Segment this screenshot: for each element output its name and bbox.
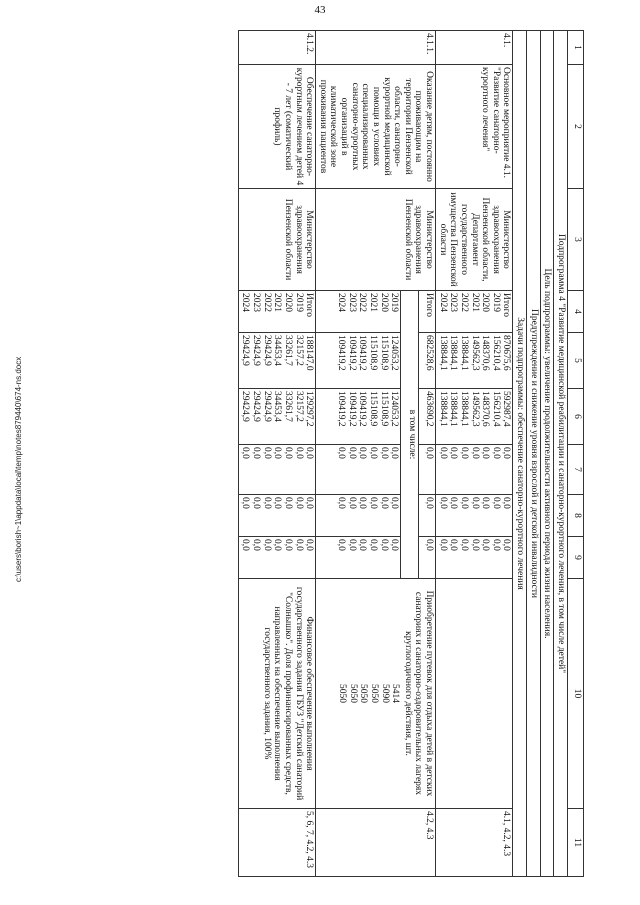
cell-value: 0,0 <box>389 447 400 459</box>
cell-value: 0,0 <box>368 447 379 459</box>
amount-municipal <box>238 495 315 537</box>
subprogram-title: Подпрограмма 4 "Развитие медицинской реабилитации и санаторно-курортного лечения, в том числе детей" <box>554 31 568 877</box>
cell-value: 2019 <box>389 293 400 312</box>
cell-value: 5090 <box>379 684 390 703</box>
cell-value: 109419,2 <box>346 391 357 427</box>
table-row <box>436 31 513 877</box>
cell-value: 0,0 <box>389 539 400 551</box>
cell-value: 156210,4 <box>490 391 501 427</box>
cell-value: 29424,9 <box>240 335 251 366</box>
measure-name: Оказание детям, постоянно проживающим на территории Пензенской области, санаторно-курортной медицинской помощи в условиях специализированных санаторно-курортных организаций в климатической зоне проживания пациентов <box>316 65 436 189</box>
cell-value: 138844,1 <box>448 391 459 427</box>
executor: Министерство здравоохранения Пензенской области <box>316 189 436 291</box>
amount-federal: 0,0 <box>418 445 435 495</box>
indicator-heading: Приобретение путевок для отдыха детей в детских санаториях и санаторно-оздоровительных лагерях круглогодичного действия, шт. <box>402 590 435 797</box>
cell-value: 33261,7 <box>283 335 293 366</box>
cell-value: 29424,9 <box>251 391 262 422</box>
cell-value: 0,0 <box>240 539 251 551</box>
cell-value: 138844,1 <box>437 391 448 427</box>
amount-federal <box>436 445 513 495</box>
file-path-footer: c:\users\borish~1\appdata\local\temp\notes879440\674-ns.docx <box>14 356 23 582</box>
cell-value: 124053,2 <box>389 391 400 427</box>
cell-value: 0,0 <box>346 539 357 551</box>
cell-value: 32157,2 <box>293 391 304 422</box>
cell-value: 0,0 <box>251 497 262 509</box>
cell-value: 0,0 <box>490 497 501 509</box>
amount-other: 0,0 <box>418 537 435 579</box>
amount-regional: 463690,2 <box>418 389 435 445</box>
cell-value: 0,0 <box>378 447 389 459</box>
cell-value: 32157,2 <box>293 335 304 366</box>
cell-value: 138844,1 <box>437 335 448 371</box>
cell-value: 0,0 <box>346 497 357 509</box>
indicator-cell: Финансовое обеспечение выполнения государственного задания ГБУЗ "Детский санаторий "Солнышко". Доля профинансированных средств, направленных на обеспечение выполнения государственного задания, 100% <box>238 579 315 809</box>
cell-value: 0,0 <box>261 539 272 551</box>
cell-value: 0,0 <box>378 497 389 509</box>
cell-value: 0,0 <box>501 497 512 509</box>
cell-value: 0,0 <box>501 539 512 551</box>
cell-value: 138844,1 <box>459 391 469 427</box>
cell-value: 5050 <box>358 684 369 703</box>
executor: Министерство здравоохранения Пензенской области, Департамент государственного имущества Пензенской области <box>436 189 513 291</box>
page-number: 43 <box>314 4 326 16</box>
cell-value: 0,0 <box>251 539 262 551</box>
cell-value: 5050 <box>369 684 379 703</box>
col-num-1: 1 <box>568 31 584 65</box>
cell-value: 0,0 <box>368 539 379 551</box>
cell-value: 0,0 <box>240 497 251 509</box>
cell-value: 0,0 <box>261 447 272 459</box>
cell-value: 109419,2 <box>336 391 347 427</box>
cell-value: 0,0 <box>459 497 469 509</box>
table-row <box>418 31 435 877</box>
amount-municipal <box>316 495 401 537</box>
col-num-2: 2 <box>568 65 584 189</box>
col-num-3: 3 <box>568 189 584 291</box>
measure-name: Основное мероприятие 4.1. "Развитие санаторно-курортного лечения" <box>436 65 513 189</box>
col-num-4: 4 <box>568 291 584 333</box>
cell-value: 129297,2 <box>304 391 315 427</box>
cell-value: 33261,7 <box>283 391 293 422</box>
cell-value: 0,0 <box>357 539 368 551</box>
cell-value: 2023 <box>448 293 459 312</box>
years-cell <box>436 291 513 333</box>
cell-value: 115108,9 <box>378 335 389 371</box>
cell-value: 2023 <box>251 293 262 312</box>
cell-value: 188147,0 <box>304 335 315 371</box>
amount-total: 682528,6 <box>418 333 435 389</box>
cell-value: 0,0 <box>368 497 379 509</box>
cell-value: 0,0 <box>378 539 389 551</box>
cell-value: 0,0 <box>272 447 283 459</box>
cell-value: 2024 <box>437 293 448 312</box>
cell-value: 0,0 <box>501 447 512 459</box>
indicator-values <box>337 581 401 806</box>
col-num-6: 6 <box>568 389 584 445</box>
amount-total <box>436 333 513 389</box>
cell-value: 34453,4 <box>272 391 283 422</box>
cell-value: 2023 <box>346 293 357 312</box>
subprogram-goal: Цель подпрограммы: увеличение продолжительности активного периода жизни населения. <box>540 31 554 877</box>
cell-value: 109419,2 <box>357 391 368 427</box>
cell-value: 2020 <box>283 293 293 312</box>
cell-value: 5050 <box>337 684 348 703</box>
cell-value: 124053,2 <box>389 335 400 371</box>
cell-value: Итого <box>304 293 315 318</box>
cell-value: 0,0 <box>448 447 459 459</box>
cell-value: 0,0 <box>357 497 368 509</box>
amount-other <box>316 537 401 579</box>
amount-federal <box>316 445 401 495</box>
measure-name: Обеспечение санаторно-курортным лечением детей 4 - 7 лет (соматический профиль) <box>238 65 315 189</box>
cell-value: 2022 <box>261 293 272 312</box>
cell-value: 2021 <box>469 293 480 312</box>
cell-value: 2021 <box>272 293 283 312</box>
cell-value: 0,0 <box>490 447 501 459</box>
cell-value: 156210,4 <box>490 335 501 371</box>
years-total-label: Итого <box>418 291 435 333</box>
cell-value: 0,0 <box>389 497 400 509</box>
cell-value: 0,0 <box>304 497 315 509</box>
col-num-8: 8 <box>568 495 584 537</box>
cell-value: 34453,4 <box>272 335 283 366</box>
cell-value: 870675,6 <box>501 335 512 371</box>
cell-value: 149562,3 <box>469 391 480 427</box>
cell-value: 0,0 <box>448 539 459 551</box>
including-label: в том числе: <box>401 291 418 579</box>
row-number: 4.1.2. <box>238 31 315 65</box>
cell-value: 149562,3 <box>469 335 480 371</box>
cell-value: 0,0 <box>293 497 304 509</box>
cell-value: 0,0 <box>261 497 272 509</box>
amount-regional <box>436 389 513 445</box>
cell-value: 0,0 <box>357 447 368 459</box>
col-num-9: 9 <box>568 537 584 579</box>
indicator-link: 4.2, 4.3 <box>316 809 436 877</box>
cell-value: 0,0 <box>283 447 293 459</box>
cell-value: 0,0 <box>480 539 491 551</box>
cell-value: 0,0 <box>283 539 293 551</box>
row-number: 4.1.1. <box>316 31 436 65</box>
cell-value: 115108,9 <box>368 335 379 371</box>
subprogram-table <box>238 30 584 877</box>
cell-value: 0,0 <box>469 447 480 459</box>
indicator-link: 5, 6, 7, 4.2, 4.3 <box>238 809 315 877</box>
col-num-5: 5 <box>568 333 584 389</box>
cell-value: 0,0 <box>293 539 304 551</box>
cell-value: 2022 <box>357 293 368 312</box>
amount-other <box>238 537 315 579</box>
subprogram-task: Задачи подпрограммы: обеспечение санаторно-курортного лечения <box>513 31 527 877</box>
cell-value: 0,0 <box>480 497 491 509</box>
cell-value: 0,0 <box>469 497 480 509</box>
indicator-cell <box>436 579 513 809</box>
amount-federal <box>238 445 315 495</box>
cell-value: 29424,9 <box>251 335 262 366</box>
cell-value: 0,0 <box>437 447 448 459</box>
cell-value: 2020 <box>378 293 389 312</box>
cell-value: 2022 <box>459 293 469 312</box>
cell-value: 138844,1 <box>448 335 459 371</box>
executor: Министерство здравоохранения Пензенской области <box>238 189 315 291</box>
col-num-7: 7 <box>568 445 584 495</box>
cell-value: 0,0 <box>490 539 501 551</box>
amount-regional <box>238 389 315 445</box>
cell-value: 0,0 <box>304 539 315 551</box>
amount-other <box>436 537 513 579</box>
cell-value: 29424,9 <box>240 391 251 422</box>
column-numbers-row <box>568 31 584 877</box>
cell-value: 0,0 <box>346 447 357 459</box>
cell-value: 0,0 <box>304 447 315 459</box>
amount-regional <box>316 389 401 445</box>
amount-municipal: 0,0 <box>418 495 435 537</box>
cell-value: 0,0 <box>251 447 262 459</box>
cell-value: 2020 <box>480 293 491 312</box>
cell-value: 0,0 <box>437 497 448 509</box>
cell-value: 0,0 <box>336 497 347 509</box>
cell-value: 0,0 <box>272 539 283 551</box>
cell-value: 2024 <box>240 293 251 312</box>
cell-value: 0,0 <box>480 447 491 459</box>
cell-value: 0,0 <box>336 447 347 459</box>
cell-value: 0,0 <box>293 447 304 459</box>
cell-value: 2021 <box>368 293 379 312</box>
cell-value: 148370,6 <box>480 391 491 427</box>
cell-value: 5414 <box>390 684 401 703</box>
cell-value: 2019 <box>490 293 501 312</box>
col-num-11: 11 <box>568 809 584 877</box>
row-number: 4.1. <box>436 31 513 65</box>
amount-total <box>316 333 401 389</box>
cell-value: 109419,2 <box>336 335 347 371</box>
cell-value: 115108,9 <box>368 391 379 427</box>
cell-value: 29424,9 <box>261 335 272 366</box>
cell-value: 115108,9 <box>378 391 389 427</box>
cell-value: 2019 <box>293 293 304 312</box>
years-cell <box>316 291 401 333</box>
cell-value: 148370,6 <box>480 335 491 371</box>
years-cell <box>238 291 315 333</box>
cell-value: 0,0 <box>240 447 251 459</box>
indicator-cell <box>316 579 436 809</box>
cell-value: 0,0 <box>272 497 283 509</box>
table-row <box>238 31 315 877</box>
cell-value: 2024 <box>336 293 347 312</box>
cell-value: 0,0 <box>448 497 459 509</box>
cell-value: 109419,2 <box>346 335 357 371</box>
cell-value: 592987,4 <box>501 391 512 427</box>
cell-value: 29424,9 <box>261 391 272 422</box>
cell-value: 0,0 <box>459 539 469 551</box>
cell-value: Итого <box>501 293 512 318</box>
cell-value: 0,0 <box>459 447 469 459</box>
col-num-10: 10 <box>568 579 584 809</box>
cell-value: 109419,2 <box>357 335 368 371</box>
cell-value: 0,0 <box>283 497 293 509</box>
cell-value: 0,0 <box>336 539 347 551</box>
cell-value: 5050 <box>347 684 358 703</box>
indicator-link: 4.1, 4.2, 4.3 <box>436 809 513 877</box>
cell-value: 0,0 <box>437 539 448 551</box>
amount-total <box>238 333 315 389</box>
subprogram-prevention: Предупреждение и снижение уровня взрослой и детской инвалидности <box>527 31 541 877</box>
amount-municipal <box>436 495 513 537</box>
cell-value: 138844,1 <box>459 335 469 371</box>
cell-value: 0,0 <box>469 539 480 551</box>
